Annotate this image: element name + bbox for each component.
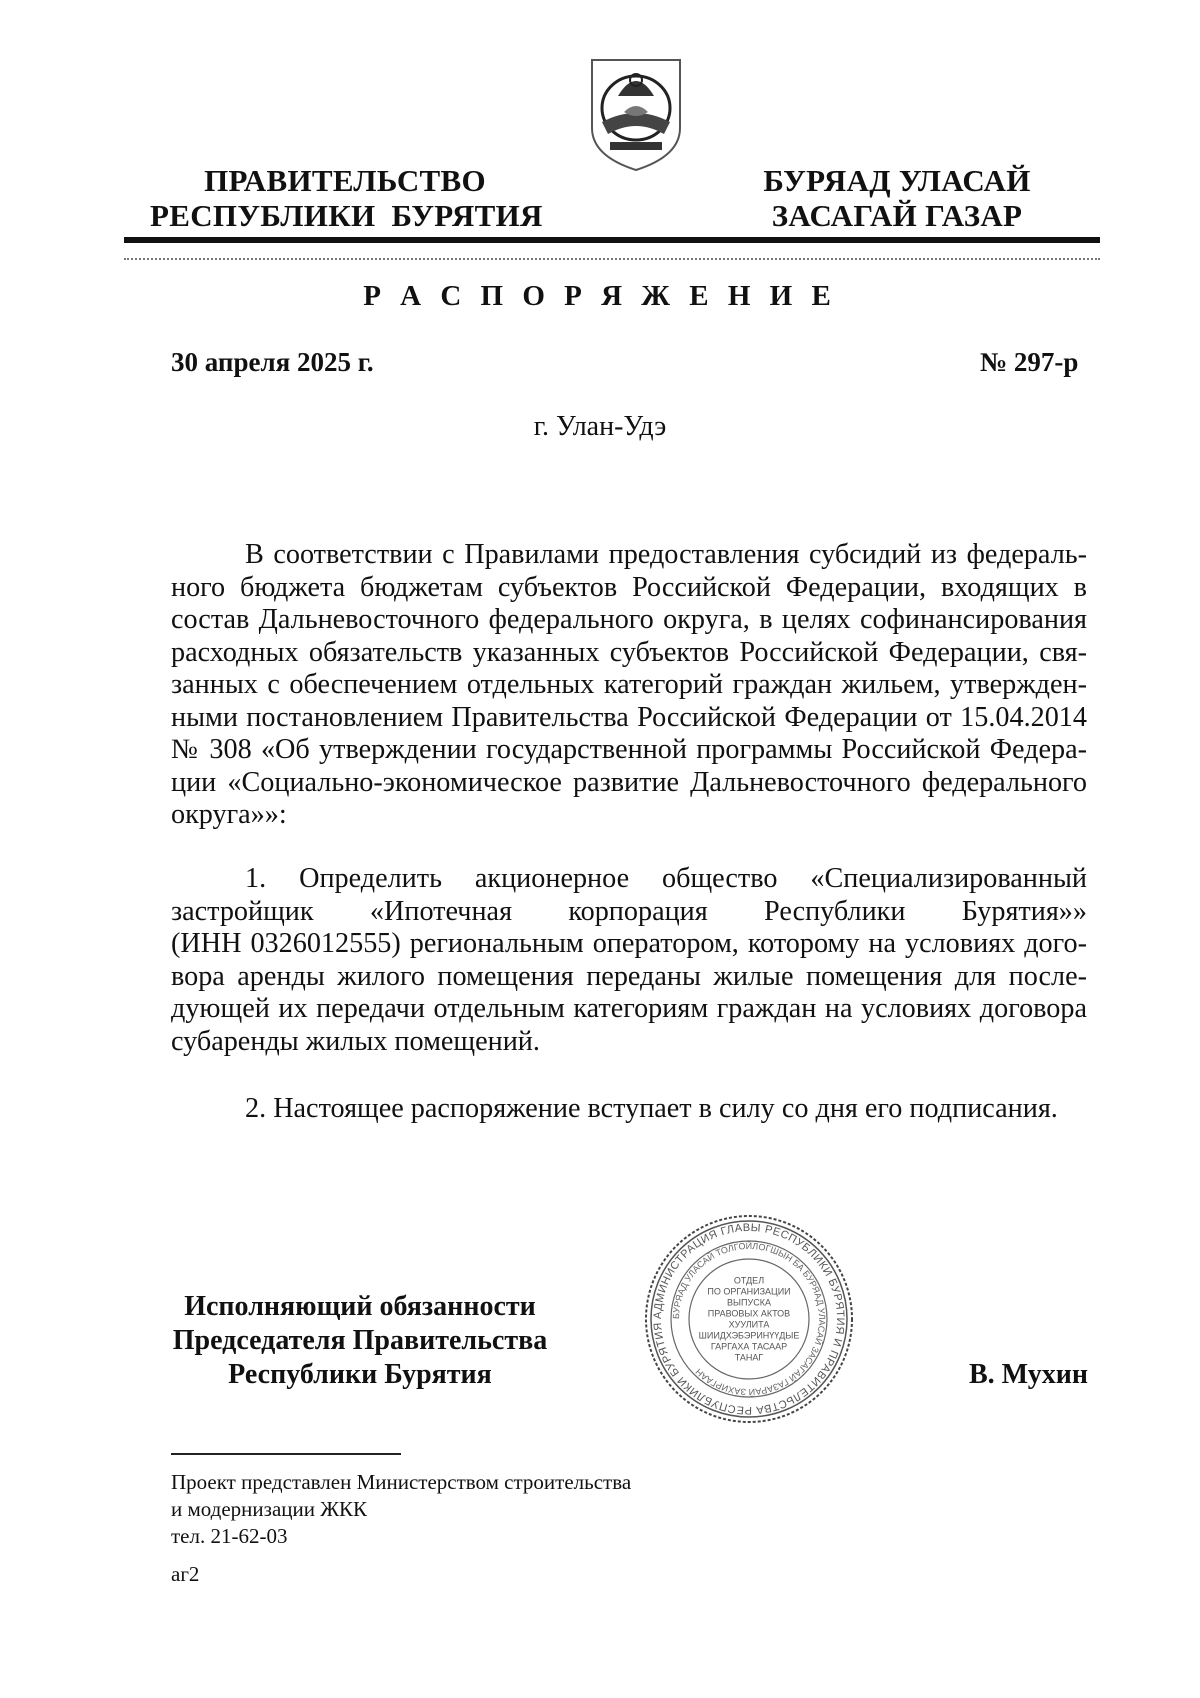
header-left bbox=[150, 163, 543, 233]
preamble-line: ного бюджета бюджетам субъектов Российской Федерации, входящих в bbox=[171, 571, 1087, 603]
signatory-title-line: Исполняющий обязанности bbox=[184, 1291, 536, 1322]
header-divider-thick bbox=[124, 237, 1100, 243]
svg-text:АДМИНИСТРАЦИЯ ГЛАВЫ РЕСПУБЛИКИ: АДМИНИСТРАЦИЯ ГЛАВЫ РЕСПУБЛИКИ БУРЯТИЯ И ПРАВИТЕЛЬСТВА РЕСПУБЛИКИ БУРЯТИЯ bbox=[651, 1221, 847, 1417]
footer-divider bbox=[171, 1453, 401, 1455]
header-divider-dotted bbox=[124, 258, 1100, 260]
document-city: г. Улан-Удэ bbox=[533, 411, 667, 442]
header-right bbox=[752, 163, 1042, 233]
preamble-line: состав Дальневосточного федерального округа, в целях софинансирования bbox=[171, 604, 1087, 635]
item-2-paragraph bbox=[171, 1093, 1087, 1126]
seal-center-line: ХУУЛИТА bbox=[728, 1319, 770, 1330]
seal-center-line: ТАНАГ bbox=[734, 1352, 764, 1363]
signatory-title-line: Председателя Правительства bbox=[172, 1325, 548, 1356]
svg-text:БУРЯАД УЛАСАЙ ТОЛГОЙЛОГШЫН БА: БУРЯАД УЛАСАЙ ТОЛГОЙЛОГШЫН БА БУРЯАД УЛАСАЙ ЗАСАГАЙ ГАЗАРАЙ ЗАХИРГААН bbox=[670, 1240, 828, 1398]
item-1-line: вора аренды жилого помещения переданы жилые помещения для после- bbox=[171, 960, 1087, 992]
footer-line: Проект представлен Министерством строительства bbox=[171, 1470, 632, 1494]
footer-note bbox=[171, 1469, 631, 1550]
header-right-line-1: БУРЯАД УЛАСАЙ bbox=[763, 163, 1031, 198]
preamble-line: В соответствии с Правилами предоставления субсидий из федераль- bbox=[245, 539, 1087, 570]
document-number: № 297-р bbox=[980, 347, 1079, 377]
signatory-title bbox=[150, 1290, 570, 1392]
preamble-line: № 308 «Об утверждении государственной программы Российской Федера- bbox=[171, 734, 1087, 765]
footer-code: аг2 bbox=[171, 1562, 200, 1586]
footer-line: тел. 21-62-03 bbox=[171, 1524, 288, 1548]
preamble-line: ными постановлением Правительства Российской Федерации от 15.04.2014 bbox=[171, 701, 1087, 733]
item-1-line: застройщик «Ипотечная корпорация Республики Бурятия»» bbox=[171, 895, 1087, 927]
item-1-line: субаренды жилых помещений. bbox=[171, 1025, 540, 1057]
header-left-line-2: РЕСПУБЛИКИ БУРЯТИЯ bbox=[150, 198, 543, 233]
preamble-line: расходных обязательств указанных субъектов Российской Федерации, свя- bbox=[171, 636, 1087, 668]
item-1-line: 1. Определить акционерное общество «Специализированный bbox=[245, 863, 1087, 894]
document-type: Р А С П О Р Я Ж Е Н И Е bbox=[363, 280, 837, 312]
seal-center-line: ШИИДХЭБЭРИНҮҮДЫЕ bbox=[698, 1330, 800, 1341]
document-date: 30 апреля 2025 г. bbox=[171, 347, 374, 377]
item-1-line: (ИНН 0326012555) региональным оператором, которому на условиях дого- bbox=[171, 928, 1087, 959]
official-seal bbox=[643, 1213, 855, 1425]
seal-center-line: ОТДЕЛ bbox=[733, 1275, 765, 1286]
signatory-name: В. Мухин bbox=[969, 1359, 1088, 1390]
item-1-line: дующей их передачи отдельным категориям граждан на условиях договора bbox=[171, 993, 1087, 1024]
footer-line: и модернизации ЖКК bbox=[171, 1497, 368, 1521]
item-1-paragraph bbox=[171, 863, 1087, 1058]
signatory-title-line: Республики Бурятия bbox=[228, 1359, 492, 1390]
seal-center-line: ПРАВОВЫХ АКТОВ bbox=[707, 1308, 791, 1319]
seal-center-line: ПО ОРГАНИЗАЦИИ bbox=[707, 1286, 791, 1297]
item-2-line: 2. Настоящее распоряжение вступает в силу со дня его подписания. bbox=[245, 1093, 1058, 1124]
header-left-line-1: ПРАВИТЕЛЬСТВО bbox=[204, 163, 486, 198]
preamble-line: округа»»: bbox=[171, 799, 287, 830]
preamble-paragraph bbox=[171, 539, 1087, 832]
seal-center-line: ГАРГАХА ТАСААР bbox=[710, 1341, 788, 1352]
preamble-line: ции «Социально-экономическое развитие Дальневосточного федерального bbox=[171, 766, 1087, 798]
header-right-line-2: ЗАСАГАЙ ГАЗАР bbox=[771, 198, 1023, 233]
seal-center-line: ВЫПУСКА bbox=[727, 1297, 771, 1308]
coat-of-arms-icon bbox=[588, 56, 684, 174]
preamble-line: занных с обеспечением отдельных категорий граждан жильем, утвержден- bbox=[171, 669, 1087, 700]
